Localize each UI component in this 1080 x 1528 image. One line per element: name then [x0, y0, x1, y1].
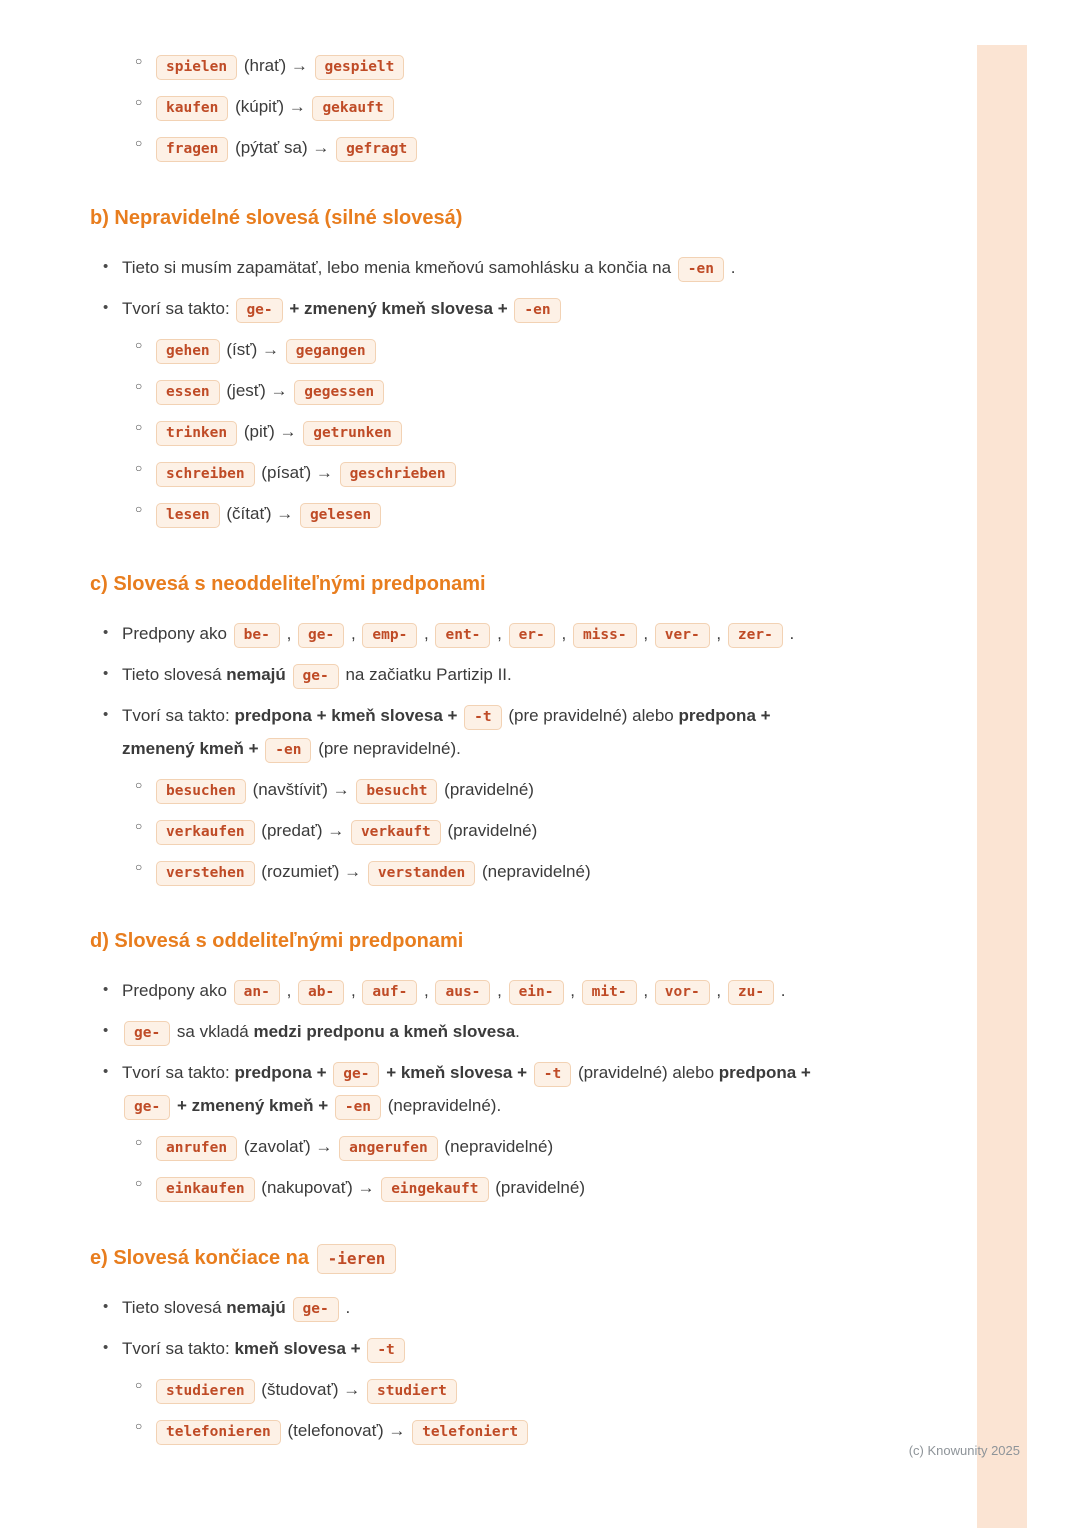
bullet-item: [90, 975, 842, 1008]
code-chip: trinken: [156, 421, 237, 446]
example-item: [90, 856, 842, 889]
code-chip: verstehen: [156, 861, 255, 886]
bold-text: nemajú: [226, 1298, 286, 1318]
bullet-marker: •: [103, 623, 109, 641]
bullet-item: [90, 700, 842, 766]
text-run: c) Slovesá s neoddeliteľnými predponami: [90, 572, 486, 595]
code-chip: vor-: [655, 980, 710, 1005]
text-run: (nakupovať) →: [256, 1178, 380, 1198]
text-run: ,: [556, 623, 571, 643]
text-run: (nepravidelné): [477, 861, 591, 881]
text-run: (piť) →: [239, 421, 302, 441]
bold-text: medzi predponu a kmeň slovesa: [253, 1022, 516, 1042]
text-run: (pravidelné): [490, 1178, 585, 1198]
code-chip: ein-: [509, 980, 564, 1005]
code-chip: ge-: [293, 664, 339, 689]
example-item: [90, 457, 842, 490]
code-chip: eingekauft: [381, 1177, 488, 1202]
bullet-marker: ○: [135, 1135, 143, 1150]
code-chip: -t: [534, 1062, 571, 1087]
text-run: (pravidelné): [442, 820, 538, 840]
bullet-marker: ○: [135, 460, 143, 475]
code-chip: ge-: [298, 623, 344, 648]
text-run: (pre nepravidelné).: [313, 738, 461, 758]
code-chip: besuchen: [156, 779, 246, 804]
text-run: (predať) →: [256, 820, 349, 840]
bold-text: nemajú: [226, 664, 286, 684]
text-run: (písať) →: [256, 462, 338, 482]
text-run: b) Nepravidelné slovesá (silné slovesá): [90, 206, 463, 229]
section-heading: [90, 571, 842, 598]
bullet-item: [90, 252, 842, 285]
bullet-marker: •: [103, 664, 109, 682]
bullet-marker: •: [103, 257, 109, 275]
code-chip: zer-: [728, 623, 783, 648]
bullet-marker: ○: [135, 378, 143, 393]
example-item: [90, 132, 842, 165]
bold-text: + zmenený kmeň +: [176, 1096, 333, 1116]
code-chip: gespielt: [315, 55, 405, 80]
text-run: ,: [492, 623, 507, 643]
bullet-item: [90, 659, 842, 692]
text-run: (kúpiť) →: [230, 96, 311, 116]
bullet-marker: ○: [135, 54, 143, 68]
bullet-marker: ○: [135, 777, 143, 792]
text-run: Tvorí sa takto:: [122, 705, 235, 725]
code-chip: gelesen: [300, 503, 381, 528]
text-run: Predpony ako: [122, 981, 232, 1001]
code-chip: an-: [234, 980, 280, 1005]
bullet-marker: •: [103, 298, 109, 316]
bullet-item: [90, 1333, 842, 1366]
code-chip: spielen: [156, 55, 237, 80]
code-chip: -ieren: [317, 1244, 397, 1274]
code-chip: er-: [509, 623, 555, 648]
section-heading: [90, 1245, 842, 1272]
text-run: ,: [711, 981, 726, 1001]
section-heading: [90, 928, 842, 955]
bullet-marker: ○: [135, 1419, 143, 1434]
bold-text: + zmenený kmeň slovesa +: [289, 298, 513, 318]
example-item: [90, 1131, 842, 1164]
text-run: ,: [711, 623, 726, 643]
text-run: (nepravidelné).: [383, 1096, 502, 1116]
example-item: [90, 1415, 842, 1448]
bullet-marker: ○: [135, 94, 143, 109]
text-run: (pravidelné): [439, 779, 534, 799]
code-chip: -t: [464, 705, 501, 730]
bullet-marker: •: [103, 1063, 109, 1081]
code-chip: ver-: [655, 623, 710, 648]
text-run: (rozumieť) →: [256, 861, 366, 881]
section-heading: [90, 205, 842, 232]
code-chip: -en: [514, 298, 560, 323]
text-run: e) Slovesá končiace na: [90, 1247, 315, 1270]
code-chip: gegangen: [286, 339, 376, 364]
bullet-item: [90, 1057, 842, 1123]
code-chip: auf-: [362, 980, 417, 1005]
text-run: (navštíviť) →: [247, 779, 355, 799]
text-run: ,: [346, 981, 361, 1001]
code-chip: ent-: [435, 623, 490, 648]
text-run: ,: [492, 981, 507, 1001]
text-run: Predpony ako: [122, 623, 232, 643]
bullet-marker: ○: [135, 501, 143, 516]
text-run: Tieto slovesá: [122, 1298, 227, 1318]
code-chip: -en: [678, 257, 724, 282]
text-run: (pýtať sa) →: [230, 137, 335, 157]
bullet-marker: •: [103, 705, 109, 723]
code-chip: gefragt: [336, 137, 417, 162]
bullet-item: [90, 1016, 842, 1049]
bullet-marker: •: [103, 1298, 109, 1316]
text-run: (nepravidelné): [439, 1137, 554, 1157]
code-chip: -en: [265, 738, 311, 763]
text-run: [286, 1298, 291, 1317]
text-run: Tvorí sa takto:: [122, 298, 235, 318]
code-chip: miss-: [573, 623, 637, 648]
example-item: [90, 91, 842, 124]
code-chip: besucht: [356, 779, 437, 804]
bullet-marker: ○: [135, 419, 143, 434]
code-chip: gekauft: [312, 96, 393, 121]
text-run: .: [726, 257, 736, 277]
code-chip: verkauft: [351, 820, 441, 845]
text-run: (ísť) →: [221, 339, 284, 359]
text-run: ,: [419, 623, 434, 643]
text-run: ,: [638, 623, 653, 643]
bullet-marker: ○: [135, 1378, 143, 1393]
text-run: sa vkladá: [172, 1022, 254, 1042]
code-chip: emp-: [362, 623, 417, 648]
text-run: (telefonovať) →: [282, 1421, 411, 1441]
code-chip: -t: [367, 1338, 404, 1363]
text-run: Tieto si musím zapamätať, lebo menia kmeňovú samohlásku a končia na: [122, 257, 676, 277]
page-edge-decoration: [977, 45, 1027, 1528]
example-item: [90, 1374, 842, 1407]
bold-text: + kmeň slovesa +: [386, 1063, 532, 1083]
text-run: Tvorí sa takto:: [122, 1339, 235, 1359]
code-chip: ge-: [124, 1095, 170, 1120]
code-chip: anrufen: [156, 1136, 237, 1161]
text-run: .: [515, 1022, 520, 1042]
bullet-marker: •: [103, 1022, 109, 1040]
text-run: (pravidelné) alebo: [573, 1063, 719, 1083]
text-run: Tvorí sa takto:: [122, 1063, 235, 1083]
code-chip: schreiben: [156, 462, 255, 487]
example-item: [90, 416, 842, 449]
bullet-marker: ○: [135, 818, 143, 833]
bullet-marker: •: [103, 1339, 109, 1357]
text-run: ,: [281, 623, 297, 643]
code-chip: lesen: [156, 503, 220, 528]
bullet-marker: •: [103, 981, 109, 999]
text-run: ,: [638, 981, 653, 1001]
code-chip: studieren: [156, 1379, 255, 1404]
example-item: [90, 498, 842, 531]
bullet-item: [90, 293, 842, 326]
code-chip: angerufen: [339, 1136, 438, 1161]
bold-text: predpona +: [234, 1063, 332, 1083]
code-chip: ge-: [333, 1062, 379, 1087]
example-item: [90, 1172, 842, 1205]
code-chip: einkaufen: [156, 1177, 255, 1202]
example-item: [90, 375, 842, 408]
code-chip: gehen: [156, 339, 220, 364]
text-run: .: [340, 1298, 351, 1318]
text-run: (hrať) →: [239, 56, 313, 75]
text-run: na začiatku Partizip II.: [340, 664, 512, 684]
code-chip: studiert: [367, 1379, 457, 1404]
example-item: [90, 334, 842, 367]
code-chip: be-: [234, 623, 280, 648]
text-run: .: [776, 981, 786, 1001]
text-run: (jesť) →: [221, 380, 293, 400]
text-run: .: [784, 623, 795, 643]
code-chip: essen: [156, 380, 220, 405]
bullet-marker: ○: [135, 859, 143, 874]
bullet-item: [90, 1292, 842, 1325]
code-chip: ab-: [298, 980, 344, 1005]
code-chip: aus-: [435, 980, 490, 1005]
code-chip: mit-: [582, 980, 637, 1005]
code-chip: ge-: [124, 1021, 170, 1046]
example-item: [90, 774, 842, 807]
text-run: (študovať) →: [256, 1380, 365, 1400]
text-run: ,: [419, 981, 434, 1001]
bold-text: predpona + kmeň slovesa +: [234, 705, 463, 725]
code-chip: geschrieben: [340, 462, 456, 487]
text-run: (zavolať) →: [239, 1137, 338, 1157]
code-chip: fragen: [156, 137, 228, 162]
code-chip: gegessen: [294, 380, 384, 405]
text-run: (čítať) →: [221, 503, 298, 523]
bold-text: predpona + zmenený kmeň +: [122, 705, 771, 758]
text-run: Tieto slovesá: [122, 664, 227, 684]
code-chip: verstanden: [368, 861, 475, 886]
text-run: d) Slovesá s oddeliteľnými predponami: [90, 930, 464, 953]
bold-text: kmeň slovesa +: [234, 1339, 366, 1359]
bullet-marker: ○: [135, 1176, 143, 1191]
bullet-marker: ○: [135, 337, 143, 352]
text-run: ,: [346, 623, 361, 643]
example-item: [90, 50, 842, 83]
code-chip: zu-: [728, 980, 774, 1005]
code-chip: getrunken: [303, 421, 402, 446]
watermark: (c) Knowunity 2025: [908, 1443, 1020, 1458]
code-chip: verkaufen: [156, 820, 255, 845]
document-content: [90, 50, 842, 1456]
text-run: ,: [565, 981, 580, 1001]
bullet-marker: ○: [135, 135, 143, 150]
code-chip: -en: [335, 1095, 381, 1120]
bullet-item: [90, 618, 842, 651]
text-run: ,: [281, 981, 297, 1001]
text-run: [286, 665, 291, 684]
text-run: (pre pravidelné) alebo: [503, 705, 679, 725]
code-chip: ge-: [236, 298, 282, 323]
code-chip: telefoniert: [412, 1420, 528, 1445]
code-chip: telefonieren: [156, 1420, 281, 1445]
bold-text: predpona +: [718, 1063, 811, 1083]
code-chip: kaufen: [156, 96, 228, 121]
code-chip: ge-: [293, 1297, 339, 1322]
example-item: [90, 815, 842, 848]
